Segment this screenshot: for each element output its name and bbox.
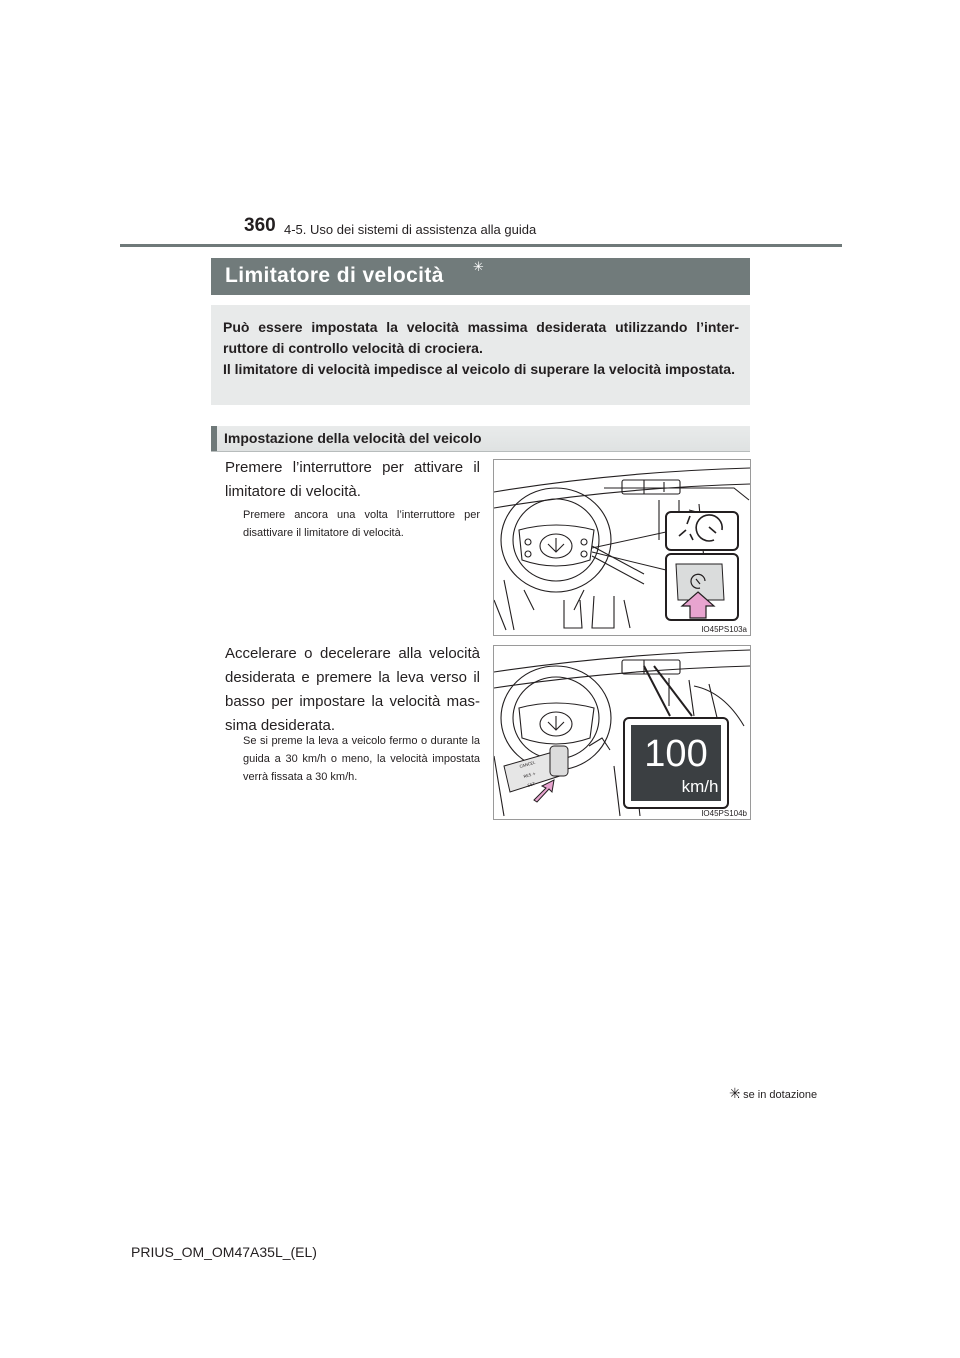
svg-text:SET -: SET - (526, 780, 539, 788)
step-1-note: Premere ancora una volta l’interruttore per disattivare il limitatore di velocità. (243, 509, 480, 539)
document-code: PRIUS_OM_OM47A35L_(EL) (131, 1244, 317, 1260)
subheading: Impostazione della velocità del veicolo (224, 430, 482, 446)
set-speed-value: 100 (644, 733, 708, 775)
intro-line-1: Può essere impostata la velocità massima desiderata utilizzando l’inter-ruttore di controllo velocità di crociera. (223, 319, 739, 356)
intro-text (223, 317, 739, 380)
set-speed-unit: km/h (681, 777, 719, 796)
dashboard-illustration (494, 460, 750, 635)
step-2-note: Se si preme la leva a veicolo fermo o durante la guida a 30 km/h o meno, la velocità impostata verrà fissata a 30 km/h. (243, 735, 480, 783)
step-1-text: Premere l’interruttore per attivare il limitatore di velocità. (225, 459, 480, 500)
figure-set-speed-display (493, 645, 751, 820)
page-number: 360 (244, 215, 276, 236)
figure-code: IO45PS104b (701, 809, 747, 818)
svg-text:RES +: RES + (522, 770, 537, 779)
intro-box (211, 305, 750, 405)
subheading-accent (211, 426, 217, 451)
footnote-text: : se in dotazione (737, 1089, 818, 1101)
section-title-bar (211, 258, 750, 295)
intro-line-2: Il limitatore di velocità impedisce al veicolo di superare la velocità impostata. (223, 361, 735, 377)
page-title: Limitatore di velocità (225, 264, 444, 287)
optional-marker-icon: ✳ (473, 259, 484, 274)
lever-and-display-illustration (494, 646, 750, 819)
subheading-bar (211, 426, 750, 452)
footnote (729, 1085, 818, 1101)
svg-text:CANCEL: CANCEL (518, 759, 536, 769)
section-breadcrumb: 4-5. Uso dei sistemi di assistenza alla guida (284, 222, 537, 237)
header-rule (120, 244, 842, 247)
figure-code: IO45PS103a (701, 625, 747, 634)
figure-speed-limiter-switch (493, 459, 751, 636)
optional-marker-icon: ✳ (729, 1085, 741, 1101)
step-2-text: Accelerare o decelerare alla velocità desiderata e premere la leva verso il basso per impostare la velocità mas-sima desiderata. (225, 645, 480, 734)
